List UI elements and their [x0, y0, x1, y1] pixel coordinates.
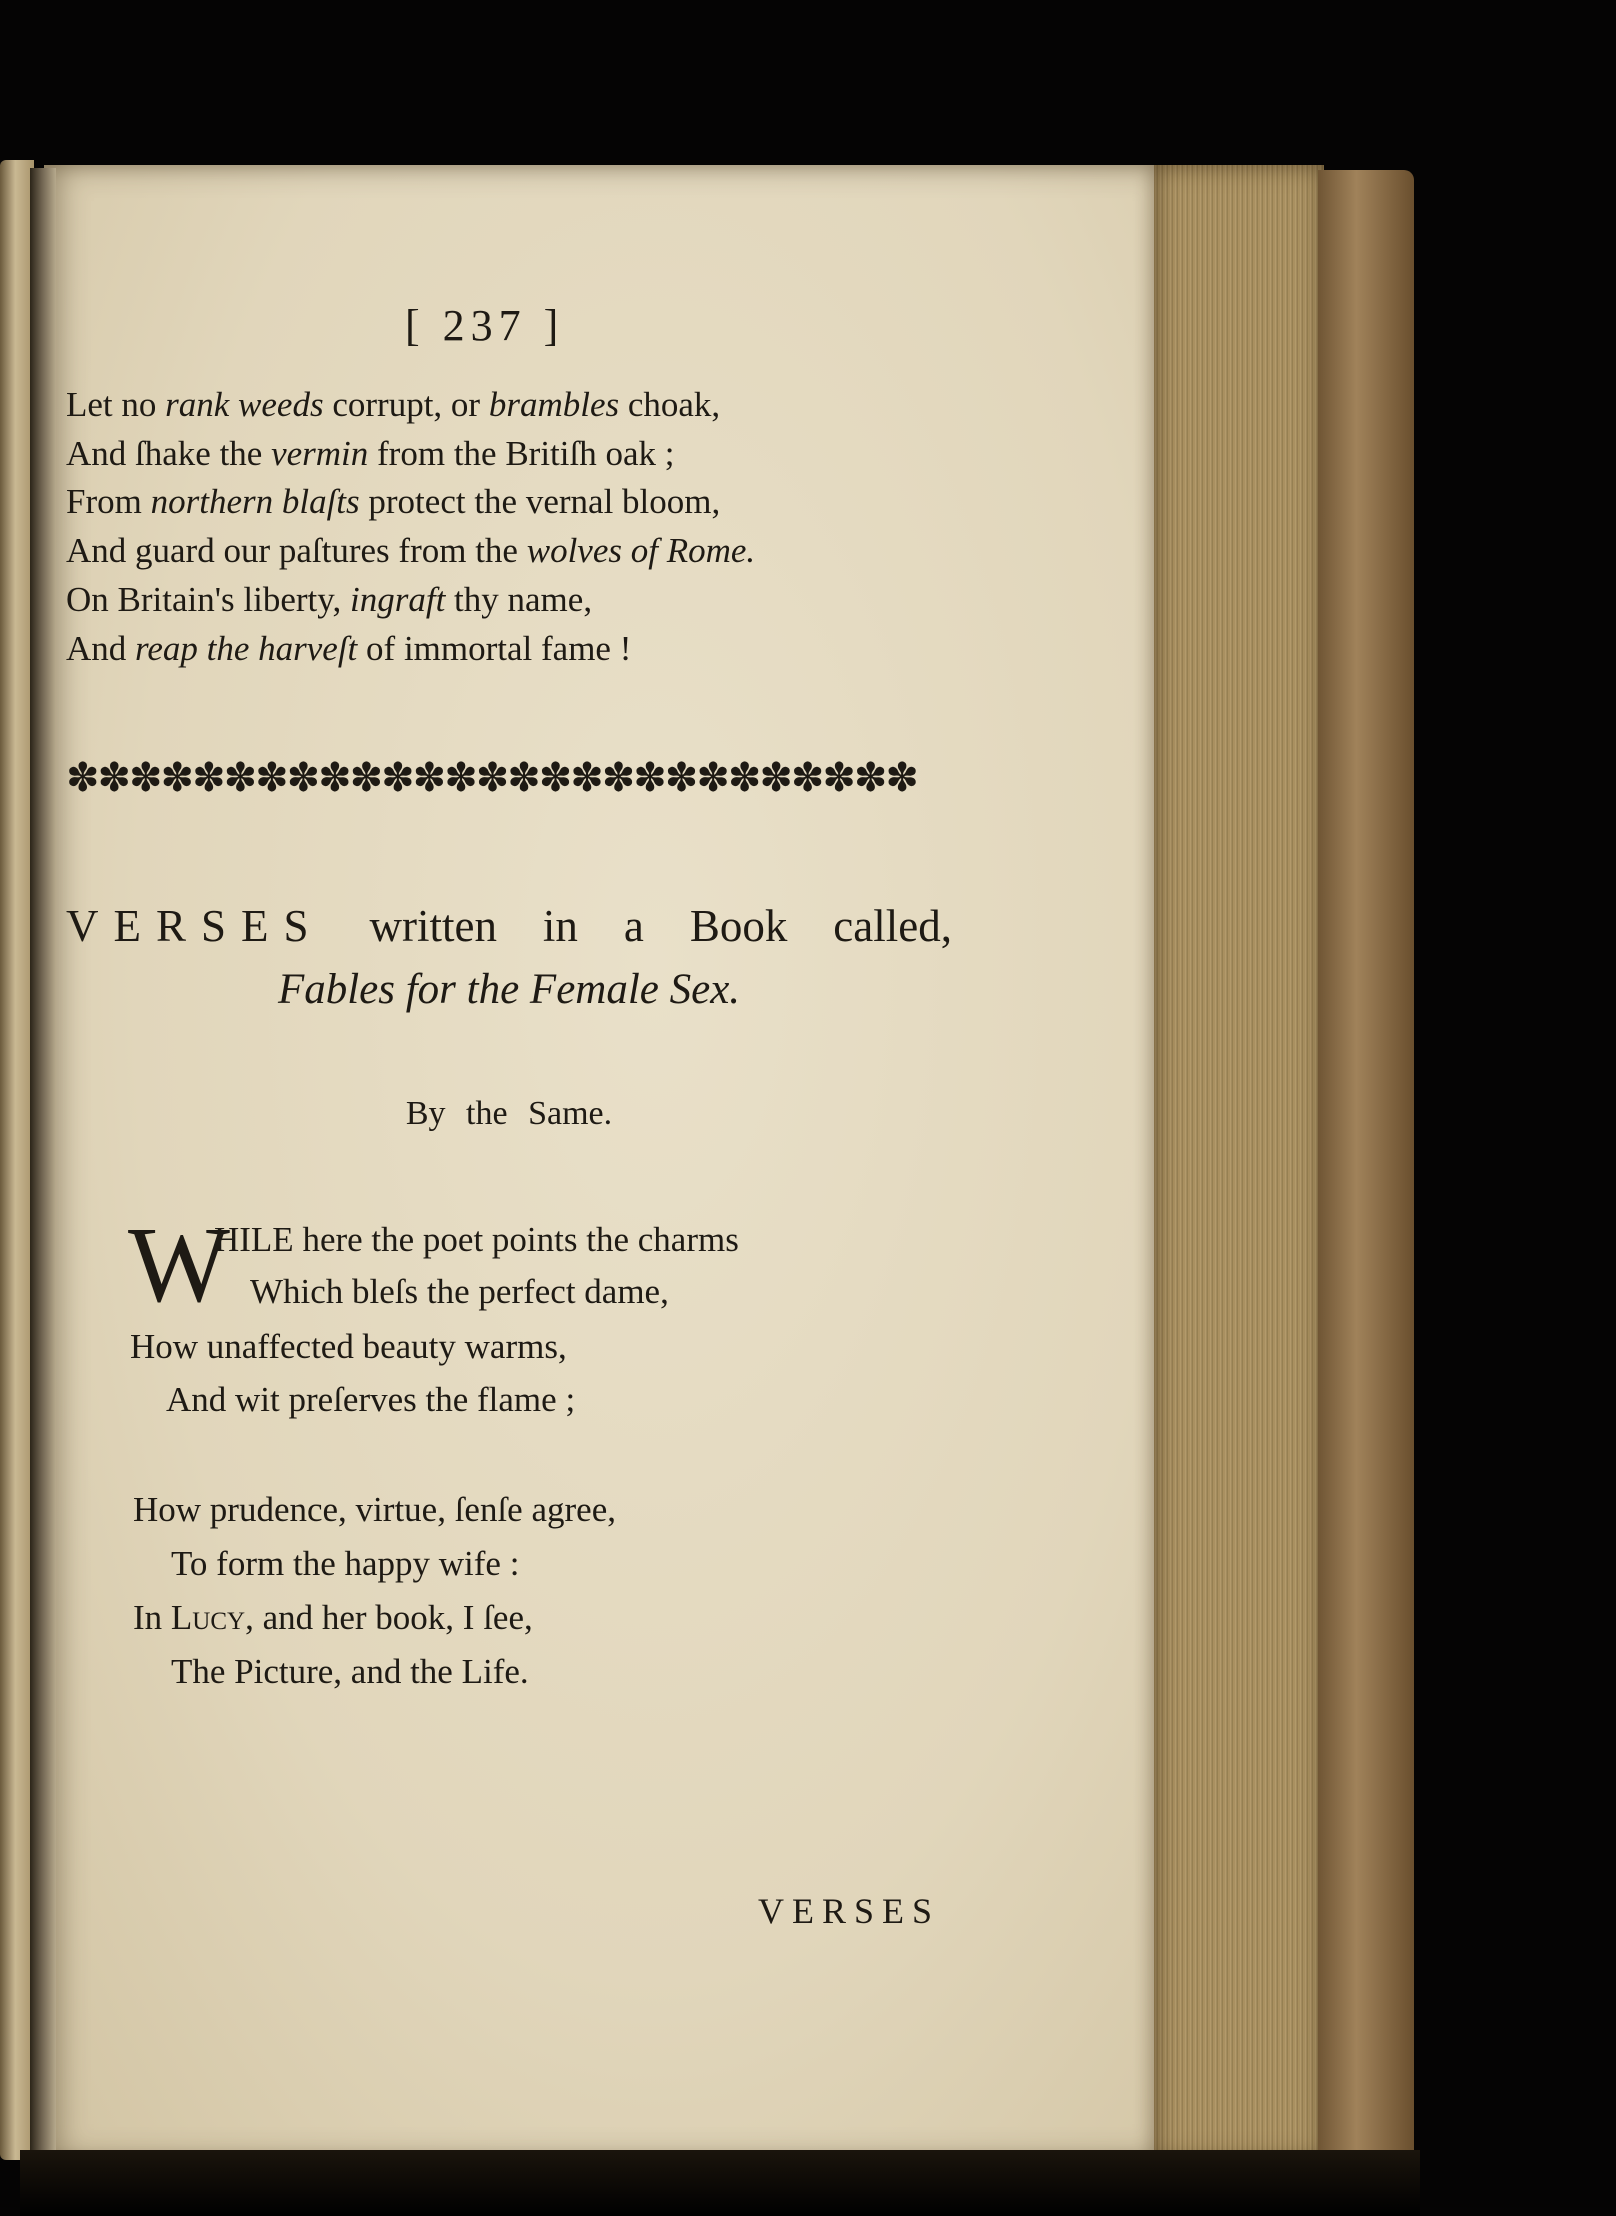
- stanza2-line1: How prudence, virtue, ſenſe agree,: [133, 1490, 616, 1529]
- poem-title: [66, 900, 952, 952]
- verse-segment: northern blaſts: [150, 482, 360, 521]
- name-lucy: Lucy: [170, 1598, 246, 1637]
- verse-segment: On Britain's liberty,: [66, 580, 350, 619]
- poem-subtitle: Fables for the Female Sex.: [277, 966, 741, 1013]
- verse-segment: of immortal fame !: [357, 629, 632, 668]
- stanza1-line2: Which bleſs the perfect dame,: [250, 1272, 669, 1311]
- verse-segment: brambles: [488, 385, 620, 424]
- verse-segment: reap the harveſt: [135, 629, 358, 668]
- ornamental-border: ✽✽✽✽✽✽✽✽✽✽✽✽✽✽✽✽✽✽✽✽✽✽✽✽✽✽✽: [66, 756, 917, 800]
- stanza1-line3: How unaffected beauty warms,: [130, 1327, 567, 1366]
- stanza2-line4: The Picture, and the Life.: [171, 1652, 529, 1691]
- previous-page-edge: [0, 160, 34, 2160]
- title-word-5: called,: [833, 901, 952, 951]
- stanza1-line1: HILE here the poet points the charms: [214, 1220, 739, 1259]
- verse-segment: ingraft: [350, 580, 446, 619]
- drop-cap: W: [128, 1206, 230, 1325]
- verse-segment: vermin: [271, 434, 369, 473]
- verse-line-2: [66, 434, 674, 474]
- verse-segment: thy name,: [445, 580, 593, 619]
- verse-segment: And: [66, 629, 136, 668]
- catchword: VERSES: [758, 1891, 941, 1931]
- page-block-edge: [1154, 165, 1324, 2160]
- verse-segment: corrupt, or: [323, 385, 489, 424]
- title-word-3: a: [623, 901, 644, 951]
- page-number: [ 237 ]: [405, 301, 565, 350]
- book-gutter: [30, 168, 56, 2153]
- title-word-4: Book: [689, 901, 788, 951]
- verse-line-6: [66, 629, 631, 669]
- verse-segment: Let no: [66, 385, 166, 424]
- verse-line-1: [66, 385, 720, 425]
- verse-line-3: [66, 482, 720, 522]
- verse-segment: rank weeds: [165, 385, 324, 424]
- verse-line-4: [66, 531, 755, 571]
- verse-segment: And guard our paſtures from the: [66, 531, 527, 570]
- verse-segment: choak,: [619, 385, 721, 424]
- title-word-2: in: [542, 901, 578, 951]
- verse-segment: protect the vernal bloom,: [359, 482, 721, 521]
- verse-segment: And ſhake the: [66, 434, 272, 473]
- table-shadow: [20, 2150, 1420, 2216]
- title-verses: VERSES: [66, 901, 324, 951]
- title-word-1: written: [369, 901, 497, 951]
- verse-segment: From: [66, 482, 151, 521]
- book-cover-edge: [1318, 170, 1414, 2160]
- verse-segment: from the Britiſh oak ;: [368, 434, 675, 473]
- stanza2-line3: In Lucy, and her book, I ſee,: [133, 1598, 533, 1637]
- stanza2-line2: To form the happy wife :: [171, 1544, 520, 1583]
- stanza1-line4: And wit preſerves the flame ;: [166, 1380, 576, 1419]
- verse-line-5: [66, 580, 592, 620]
- byline: By the Same.: [405, 1095, 613, 1132]
- verse-segment: wolves of Rome.: [526, 531, 756, 570]
